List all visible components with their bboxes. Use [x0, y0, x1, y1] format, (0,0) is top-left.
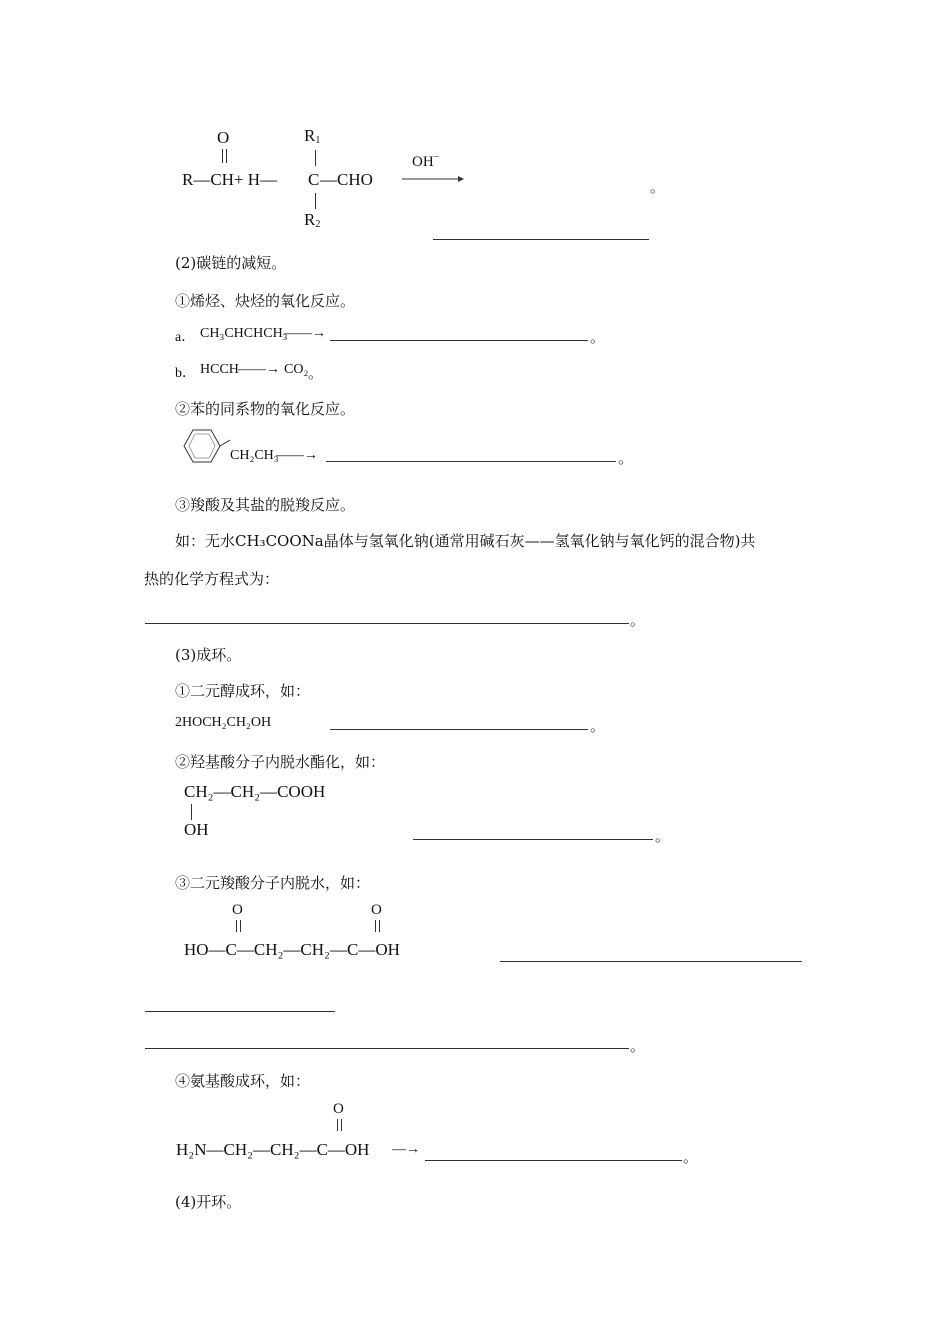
benzene-arrow: ——→	[276, 448, 318, 463]
s2-item-1: ①烯烃、炔烃的氧化反应。	[175, 292, 356, 310]
s2-a-label: a．	[175, 330, 196, 345]
s2-decarbox-end: 。	[630, 611, 646, 629]
s3-item-4: ④氨基酸成环，如：	[175, 1072, 311, 1090]
s3-amino-formula: H₂N—CH₂—CH₂—C—OH	[176, 1140, 370, 1159]
s2-paragraph-2: 热的化学方程式为：	[144, 570, 280, 588]
s2-a-formula: CH₃CHCHCH₃	[200, 326, 288, 341]
s2-paragraph-1: 如：无水CH₃COONa晶体与氢氧化钠(通常用碱石灰——氢氧化钠与氧化钙的混合物)共	[175, 532, 756, 550]
s3-item-2: ②羟基酸分子内脱水酯化，如：	[175, 753, 386, 771]
s3-diacid-o-left: O	[232, 902, 243, 918]
aldol-arrow-icon	[402, 174, 464, 184]
aldol-end-mark: 。	[650, 178, 666, 196]
s2-a-arrow: ——→	[284, 326, 326, 341]
s3-diacid-blank-3[interactable]	[145, 1048, 629, 1049]
aldol-right: —CHO	[320, 170, 373, 189]
s3-diacid-double-right	[375, 920, 380, 932]
benzene-ring-icon	[180, 428, 230, 464]
s3-diacid-blank-2[interactable]	[145, 1011, 335, 1012]
s2-item-3: ③羧酸及其盐的脱羧反应。	[175, 496, 356, 514]
s2-decarbox-blank[interactable]	[145, 623, 629, 624]
aldol-o-top: O	[217, 128, 230, 147]
s2-b-arrow: ——→	[238, 362, 280, 377]
s2-b-label: b．	[175, 366, 196, 381]
s2-b-product: CO₂	[284, 362, 309, 377]
s3-amino-end: 。	[683, 1148, 699, 1166]
s2-benzene-end: 。	[618, 449, 634, 467]
s4-title: (4)开环。	[175, 1193, 242, 1211]
s3-item-1: ①二元醇成环，如：	[175, 682, 311, 700]
s3-diacid-formula: HO—C—CH₂—CH₂—C—OH	[184, 940, 400, 959]
s3-amino-double	[337, 1119, 342, 1131]
aldol-bond-up	[315, 150, 316, 166]
s2-benzene-blank[interactable]	[326, 461, 616, 462]
s3-amino-o: O	[333, 1101, 344, 1117]
s3-item-3: ③二元羧酸分子内脱水，如：	[175, 874, 371, 892]
s3-diacid-o-right: O	[371, 902, 382, 918]
s3-amino-blank[interactable]	[425, 1160, 682, 1161]
s3-title: (3)成环。	[175, 646, 242, 664]
s2-b-end: 。	[308, 364, 324, 382]
s3-diacid-blank-1[interactable]	[500, 961, 802, 962]
aldol-answer-blank[interactable]	[433, 239, 649, 240]
aldol-r2: $R_2$	[304, 210, 321, 230]
benzene-substituent: CH₂CH₃	[230, 448, 279, 463]
s3-hydroxy-oh: OH	[184, 820, 209, 839]
s2-item-2: ②苯的同系物的氧化反应。	[175, 400, 356, 418]
s3-diol: 2HOCH₂CH₂OH	[175, 715, 272, 730]
aldol-bond-down	[315, 193, 316, 209]
aldol-c-center: C	[308, 170, 320, 189]
aldol-left: R—CH+ H—	[182, 170, 278, 189]
s2-a-end: 。	[590, 328, 606, 346]
s3-amino-arrow: —→	[392, 1142, 420, 1157]
aldol-catalyst: OH−	[412, 152, 440, 170]
s2-title: (2)碳链的减短。	[175, 254, 287, 272]
s3-hydroxy-acid: CH₂—CH₂—COOH	[184, 782, 326, 801]
s3-diacid-double-left	[236, 920, 241, 932]
aldol-r1: $R_1$	[304, 126, 321, 146]
s3-hydroxy-end: 。	[655, 827, 671, 845]
s3-hydroxy-blank[interactable]	[413, 839, 653, 840]
s3-diol-blank[interactable]	[330, 729, 588, 730]
s2-b-formula: HCCH	[200, 362, 239, 377]
s3-diacid-end: 。	[630, 1037, 646, 1055]
s2-a-blank[interactable]	[330, 340, 588, 341]
s3-hydroxy-bond	[191, 804, 192, 820]
aldol-double-bond	[222, 149, 227, 163]
s3-diol-end: 。	[590, 717, 606, 735]
